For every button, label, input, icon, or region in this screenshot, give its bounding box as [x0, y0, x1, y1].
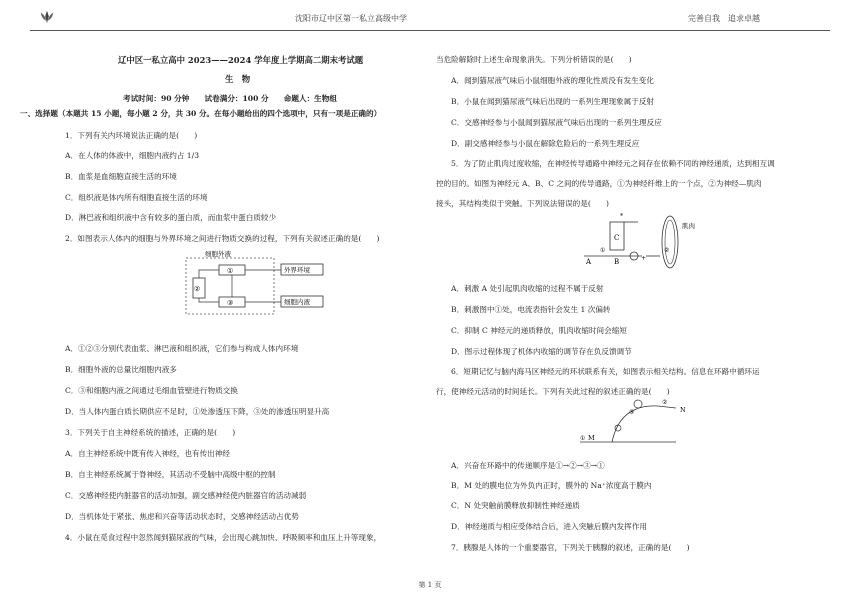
q6-option-b: B．M 处的膜电位为外负内正时，膜外的 Na⁺浓度高于膜内: [451, 481, 652, 490]
q5-stem-line2: 控的目的。如图为神经元 A、B、C 之间的传导通路，①为神经纤维上的一个点，②为神经—肌肉: [436, 179, 762, 188]
q5-fig-star: *: [620, 213, 623, 220]
q1-option-d: D．淋巴液和组织液中含有较多的蛋白质，而血浆中蛋白质较少: [65, 213, 277, 222]
q5-fig-label-b: B: [614, 258, 620, 266]
q2-option-d: D．当人体内蛋白质长期供应不足时，①处渗透压下降，③处的渗透压明显升高: [65, 407, 330, 416]
q6-hippocampus-diagram: [576, 398, 696, 450]
q6-fig-point2: ②: [662, 399, 668, 406]
q1-option-b: B．血浆是血细胞直接生活的环境: [65, 172, 177, 181]
q5-fig-label-c: C: [614, 234, 620, 242]
q3-option-c: C．交感神经使内脏器官的活动加强，副交感神经使内脏器官的活动减弱: [65, 491, 307, 500]
exam-title: 辽中区一私立高中 2023——2024 学年度上学期高二期末考试题: [118, 55, 364, 65]
exam-subject: 生 物: [225, 74, 251, 84]
school-name: 沈阳市辽中区第一私立高级中学: [295, 14, 407, 23]
q6-stem-line1: 6．短期记忆与脑内海马区神经元的环状联系有关，如图表示相关结构。信息在环路中循环运: [451, 367, 760, 376]
q2-fig-node2: ②: [194, 285, 201, 293]
q2-diagram: [185, 250, 325, 318]
q3-option-a: A．自主神经系统中既有传入神经，也有传出神经: [65, 449, 230, 458]
q2-fig-intracellular: 细胞内液: [284, 298, 310, 306]
q5-neuron-diagram: [574, 210, 704, 272]
q2-option-a: A．①②③分别代表血浆、淋巴液和组织液，它们参与构成人体内环境: [65, 344, 299, 353]
q4-option-a: A．闻到猫尿液气味后小鼠细胞外液的理化性质没有发生变化: [451, 76, 654, 85]
q4-option-c: C．交感神经参与小鼠闻到猫尿液气味后出现的一系列生理反应: [451, 118, 662, 127]
q6-fig-label-m: M: [588, 434, 595, 442]
q5-option-d: D．图示过程体现了机体内收缩的调节存在负反馈调节: [451, 347, 632, 356]
q5-fig-point1: ①: [600, 247, 606, 254]
q4-stem: 4．小鼠在觅食过程中忽然闻到猫尿液的气味，会出现心跳加快、呼吸频率和血压上升等现象，: [65, 533, 382, 542]
q6-option-d: D．神经递质与相应受体结合后，进入突触后膜内发挥作用: [451, 522, 647, 531]
q5-option-c: C．抑制 C 神经元的递质释放，肌肉收缩时间会缩短: [451, 326, 627, 335]
q6-option-a: A．兴奋在环路中的传递顺序是①→②→③→①: [451, 461, 605, 470]
q3-stem: 3．下列关于自主神经系统的描述，正确的是( ): [65, 428, 236, 437]
q2-fig-node3: ③: [227, 299, 234, 307]
q6-stem-line2: 行，使神经元活动的时间延长。下列有关此过程的叙述正确的是( ): [436, 387, 670, 396]
q2-fig-node1: ①: [227, 267, 234, 275]
q2-fig-outer-label: 细胞外液: [205, 250, 231, 258]
q5-option-a: A．刺激 A 处引起肌肉收缩的过程不属于反射: [451, 284, 604, 293]
q6-fig-label-n: N: [680, 406, 686, 414]
q2-stem: 2．如图表示人体内的细胞与外界环境之间进行物质交换的过程，下列有关叙述正确的是( ): [65, 234, 380, 243]
q5-option-b: B．刺激图中①处，电流表指针会发生 1 次偏转: [451, 305, 611, 314]
q6-fig-point3: ③: [629, 409, 635, 416]
q2-fig-external: 外界环境: [284, 266, 310, 274]
q5-fig-point2: ②: [664, 247, 670, 254]
q6-fig-point1: ①: [580, 435, 586, 442]
q5-fig-muscle-label: 肌肉: [682, 222, 695, 230]
q1-option-c: C．组织液是体内所有细胞直接生活的环境: [65, 193, 208, 202]
q3-option-b: B．自主神经系统属于脊神经，其活动不受脑中高级中枢的控制: [65, 470, 276, 479]
q4-option-b: B．小鼠在闻到猫尿液气味后出现的一系列生理现象属于反射: [451, 97, 655, 106]
school-logo-icon: [38, 8, 56, 26]
page-number: 第 1 页: [418, 581, 442, 589]
q5-muscle-shape: [662, 216, 678, 268]
q5-fig-plus: +: [641, 255, 647, 262]
section-heading: 一、选择题（本题共 15 小题，每小题 2 分，共 30 分。在每小题给出的四个选项中，只有一项是正确的）: [20, 109, 382, 118]
q1-option-a: A．在人体的体液中，细胞内液约占 1/3: [65, 151, 200, 160]
q4-stem-cont: 当危险解除时上述生命现象消失。下列分析错误的是( ): [436, 55, 632, 64]
q4-option-d: D．副交感神经参与小鼠在解除危险后的一系列生理反应: [451, 139, 640, 148]
exam-info: 考试时间：90 分钟 试卷满分：100 分 命题人：生物组: [123, 94, 337, 103]
q1-stem: 1．下列有关内环境说法正确的是( ): [65, 131, 198, 140]
q5-fig-label-a: A: [586, 258, 592, 266]
q5-stem-line1: 5．为了防止肌肉过度收缩，在神经传导通路中神经元之间存在依赖不同的神经递质，达到相互调: [451, 159, 775, 168]
q5-stem-line3: 接头，其结构类似于突触。下列说法错误的是( ): [436, 199, 609, 208]
school-motto: 完善自我 追求卓越: [688, 14, 760, 23]
q7-stem: 7．胰腺是人体的一个重要器官，下列关于胰腺的叙述，正确的是( ): [451, 543, 690, 552]
q6-option-c: C．N 处突触前膜释放抑制性神经递质: [451, 501, 580, 510]
page-header: [30, 6, 830, 31]
q2-option-c: C．③和细胞内液之间通过毛细血管壁进行物质交换: [65, 386, 238, 395]
q3-option-d: D．当机体处于紧张、焦虑和兴奋等活动状态时，交感神经活动占优势: [65, 512, 299, 521]
q2-option-b: B．细胞外液的总量比细胞内液多: [65, 365, 177, 374]
